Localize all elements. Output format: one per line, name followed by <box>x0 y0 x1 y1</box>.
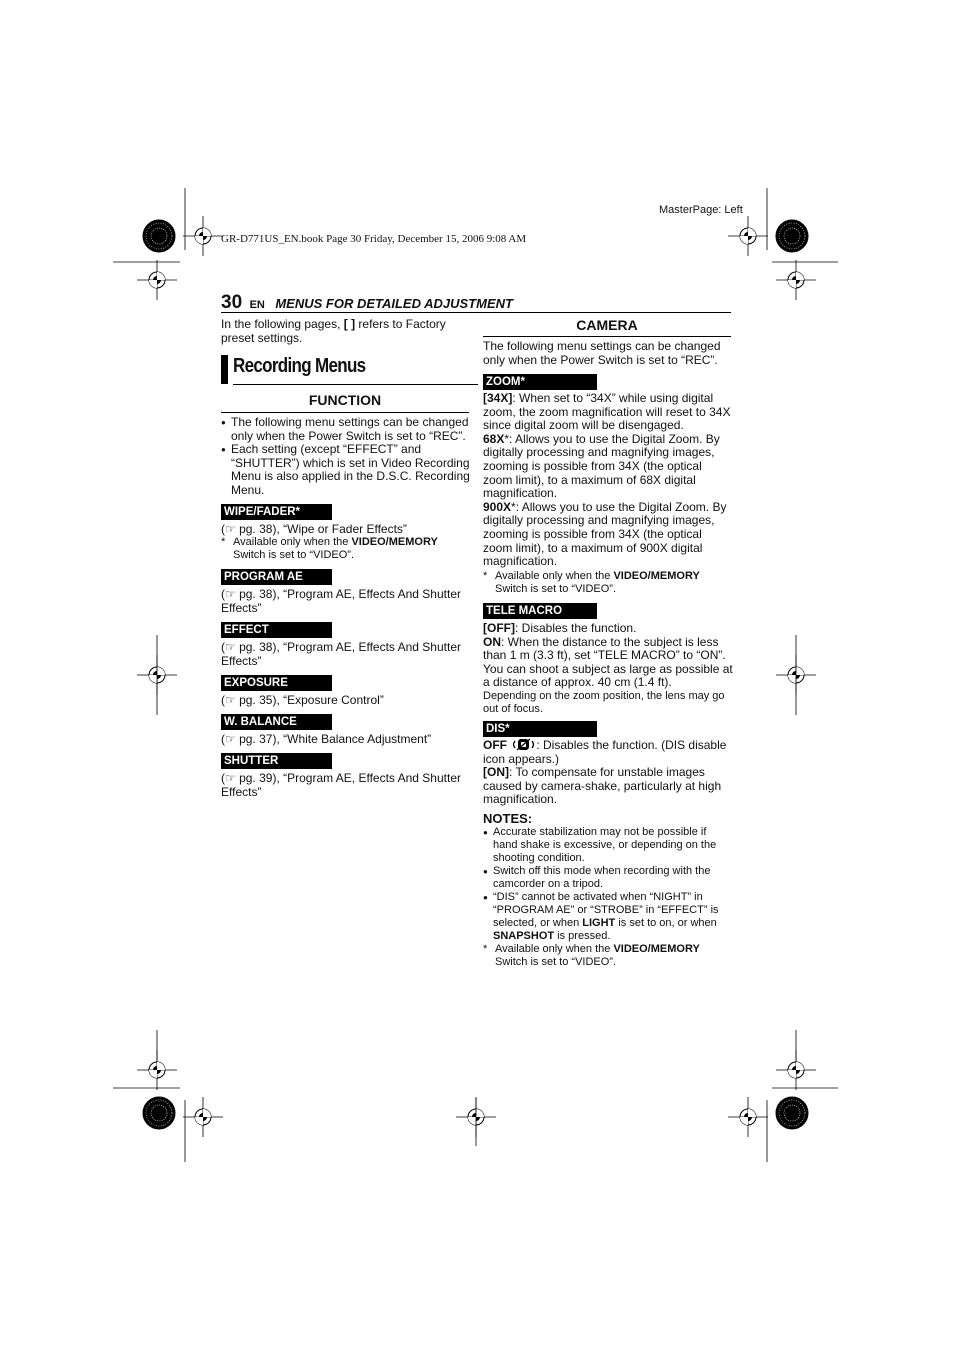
master-page-label: MasterPage: Left <box>659 204 743 216</box>
note-item: ● Accurate stabilization may not be possible if hand shake is excessive, or depending on the shooting condition. <box>483 826 733 865</box>
intro-text-after: refers to Factory preset settings. <box>221 317 446 345</box>
tele-macro-options <box>483 622 733 716</box>
menu-item-white-balance: W. BALANCE <box>221 714 332 730</box>
camera-heading: CAMERA <box>576 317 638 333</box>
note-text: is set to on, or when <box>615 917 717 929</box>
wipe-fader-footnote <box>221 536 473 562</box>
option-text: : To compensate for unstable images caused by camera-shake, particularly at high magnification. <box>483 765 722 807</box>
option-key: 68X <box>483 431 505 446</box>
menu-item-tele-macro: TELE MACRO <box>483 603 597 619</box>
menu-item-dis: DIS* <box>483 721 597 737</box>
zoom-option-900x <box>483 501 733 569</box>
file-info: GR-D771US_EN.book Page 30 Friday, December 15, 2006 9:08 AM <box>221 233 527 245</box>
section-title: MENUS FOR DETAILED ADJUSTMENT <box>275 296 513 311</box>
zoom-option-34x <box>483 392 733 433</box>
option-text: : Disables the function. (DIS disable icon appears.) <box>483 738 727 766</box>
camera-rule <box>483 336 731 337</box>
function-heading: FUNCTION <box>308 392 382 408</box>
option-text: : Disables the function. <box>515 621 637 635</box>
footnote-bold: VIDEO/MEMORY <box>613 569 700 582</box>
menu-item-shutter: SHUTTER <box>221 753 332 769</box>
tele-macro-note: Depending on the zoom position, the lens may go out of focus. <box>483 689 725 715</box>
header-rule <box>221 312 731 313</box>
option-text: *: Allows you to use the Digital Zoom. By digitally processing and magnifying images, zooming is possible from 34X (the optical zoom limit), to a maximum of 68X digital magnification. <box>483 431 720 501</box>
notes-list <box>483 826 733 969</box>
option-text: : When set to “34X” while using digital zoom, the zoom magnification will reset to 34X since digital zoom will be disengaged. <box>483 391 731 433</box>
footnote-bold: VIDEO/MEMORY <box>613 943 700 955</box>
note-bold: LIGHT <box>582 917 616 929</box>
title-rule <box>233 384 478 385</box>
tele-macro-option-off <box>483 622 733 636</box>
menu-item-exposure: EXPOSURE <box>221 675 332 691</box>
option-key: [ON] <box>483 765 509 780</box>
zoom-option-68x <box>483 433 733 501</box>
camera-intro: The following menu settings can be changed only when the Power Switch is set to “REC”. <box>483 339 721 367</box>
language-code: EN <box>249 299 265 311</box>
recording-menus-title: Recording Menus <box>233 355 366 377</box>
intro-paragraph <box>221 318 473 345</box>
dis-option-off <box>483 738 733 766</box>
function-bullets <box>221 416 473 498</box>
footnote-bold: VIDEO/MEMORY <box>351 536 438 548</box>
page-number: 30 <box>221 292 243 313</box>
menu-item-program-ae: PROGRAM AE <box>221 569 332 585</box>
page-header <box>221 292 731 312</box>
program-ae-ref: (☞ pg. 38), “Program AE, Effects And Shutter Effects” <box>221 587 461 615</box>
option-text: *: Allows you to use the Digital Zoom. By digitally processing and magnifying images, zooming is possible from 34X (the optical zoom limit), to a maximum of 900X digital magnification. <box>483 499 727 569</box>
function-bullet: ● Each setting (except “EFFECT” and “SHUTTER”) which is set in Video Recording Menu is also applied in the D.S.C. Recording Menu. <box>221 443 473 497</box>
option-key: ON <box>483 634 501 649</box>
menu-item-zoom: ZOOM* <box>483 374 597 390</box>
option-text: : When the distance to the subject is less than 1 m (3.3 ft), set “TELE MACRO” to “ON”. You can shoot a subject as large as possible at a distance of approx. 40 cm (1.4 ft). <box>483 634 733 690</box>
zoom-options <box>483 392 733 596</box>
note-item: ● Switch off this mode when recording with the camcorder on a tripod. <box>483 865 733 891</box>
zoom-footnote <box>483 570 733 596</box>
footnote-text: Available only when the <box>233 536 352 548</box>
wipe-fader-ref: (☞ pg. 38), “Wipe or Fader Effects” <box>221 522 407 536</box>
note-item-dis <box>483 891 733 943</box>
menu-item-effect: EFFECT <box>221 622 332 638</box>
footnote-text: Available only when the <box>495 943 614 955</box>
footnote-text: Switch is set to “VIDEO”. <box>495 582 617 595</box>
notes-heading: NOTES: <box>483 811 533 826</box>
notes-footnote <box>483 943 733 969</box>
shutter-ref: (☞ pg. 39), “Program AE, Effects And Shutter Effects” <box>221 771 461 799</box>
option-key: OFF <box>483 738 507 752</box>
footnote-text: Switch is set to “VIDEO”. <box>233 549 355 561</box>
footnote-text: Available only when the <box>495 569 614 582</box>
white-balance-ref: (☞ pg. 37), “White Balance Adjustment” <box>221 732 432 746</box>
footnote-text: Switch is set to “VIDEO”. <box>495 956 617 968</box>
function-bullet: ● The following menu settings can be changed only when the Power Switch is set to “REC”. <box>221 416 473 443</box>
option-key: 900X <box>483 499 512 514</box>
note-text: “DIS” cannot be activated when “NIGHT” in “PROGRAM AE” or “STROBE” in “EFFECT” is selected, or when <box>493 891 719 929</box>
dis-option-on <box>483 766 733 807</box>
intro-bracket: [ ] <box>343 317 356 331</box>
dis-options <box>483 738 733 807</box>
note-text: is pressed. <box>554 930 611 942</box>
dis-disable-icon <box>513 738 535 751</box>
option-key: [OFF] <box>483 621 515 635</box>
function-rule <box>221 412 469 413</box>
note-bold: SNAPSHOT <box>493 930 555 942</box>
tele-macro-option-on <box>483 636 733 690</box>
option-key: [34X] <box>483 391 513 405</box>
exposure-ref: (☞ pg. 35), “Exposure Control” <box>221 693 384 707</box>
effect-ref: (☞ pg. 38), “Program AE, Effects And Shutter Effects” <box>221 640 461 668</box>
intro-text-before: In the following pages, <box>221 317 344 331</box>
title-bar-marker <box>221 355 228 384</box>
menu-item-wipe-fader: WIPE/FADER* <box>221 504 332 520</box>
